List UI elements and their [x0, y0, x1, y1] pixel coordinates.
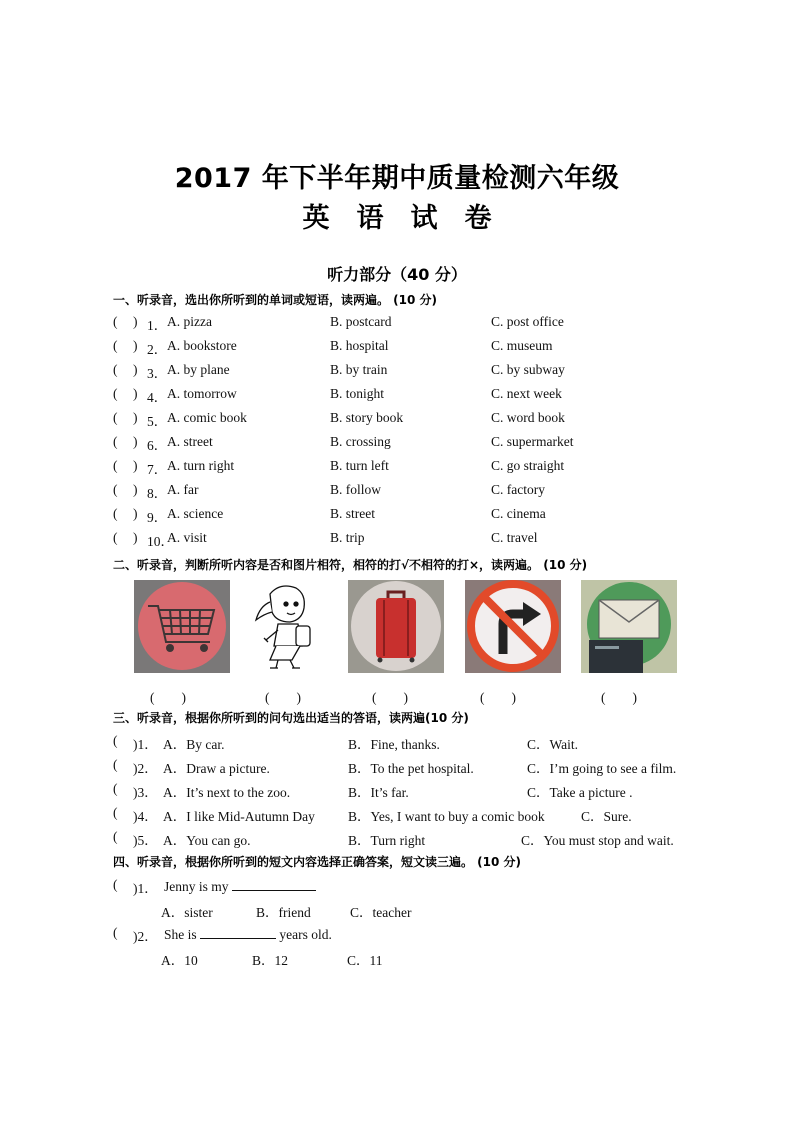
- option-a: A. science: [167, 506, 224, 521]
- option-c: C. travel: [491, 530, 538, 545]
- option-c: C. factory: [491, 482, 545, 497]
- question-number: 6．: [147, 438, 168, 453]
- answer-bracket-close: ): [133, 362, 138, 377]
- option-c: C. post office: [491, 314, 564, 329]
- option-a: A. street: [167, 434, 213, 449]
- question-number: )5．: [133, 833, 158, 848]
- option-b: B. trip: [330, 530, 365, 545]
- section4-heading: 四、听录音，根据你所听到的短文内容选择正确答案，短文读三遍。 (10 分): [113, 855, 522, 869]
- options-row: [0, 949, 794, 969]
- options-row: [0, 901, 794, 921]
- fill-in-blank[interactable]: [200, 925, 276, 939]
- option-c: C．11: [347, 953, 383, 968]
- option-c: C. by subway: [491, 362, 565, 377]
- question-number: )1．: [133, 737, 158, 752]
- option-a: A．By car.: [163, 737, 225, 752]
- option-a: A. far: [167, 482, 199, 497]
- question-row: [0, 781, 794, 801]
- option-a: A. visit: [167, 530, 207, 545]
- question-row: [0, 805, 794, 825]
- answer-bracket-open[interactable]: (: [113, 386, 118, 401]
- option-c: C．teacher: [350, 905, 412, 920]
- option-b: B. tonight: [330, 386, 385, 401]
- question-number: 10．: [147, 534, 174, 549]
- answer-bracket-open[interactable]: (: [113, 434, 118, 449]
- option-b: B．friend: [256, 905, 311, 920]
- option-b: B．To the pet hospital.: [348, 761, 474, 776]
- option-b: B．Yes, I want to buy a comic book: [348, 809, 545, 824]
- stem-text-before: Jenny is my: [164, 879, 229, 894]
- question-row: [0, 530, 794, 550]
- answer-bracket-open[interactable]: (: [113, 530, 118, 545]
- answer-bracket-close: ): [133, 434, 138, 449]
- picture-answer-bracket[interactable]: ( ): [601, 690, 637, 705]
- option-c: C. next week: [491, 386, 562, 401]
- section3-heading: 三、听录音，根据你所听到的问句选出适当的答语，读两遍(10 分): [113, 711, 469, 725]
- suitcase-icon: [348, 580, 444, 673]
- part-title: 听力部分（40 分）: [327, 265, 467, 284]
- question-row: [0, 338, 794, 358]
- option-c: C. cinema: [491, 506, 546, 521]
- section1-heading: 一、听录音，选出你所听到的单词或短语，读两遍。 (10 分): [113, 293, 438, 307]
- fill-in-blank[interactable]: [232, 877, 316, 891]
- question-number: )3．: [133, 785, 158, 800]
- option-a: A. pizza: [167, 314, 212, 329]
- question-number: )2．: [133, 929, 158, 944]
- answer-bracket-open[interactable]: (: [113, 733, 118, 748]
- question-stem: [164, 925, 332, 943]
- option-a: A. tomorrow: [167, 386, 237, 401]
- answer-bracket-open[interactable]: (: [113, 506, 118, 521]
- option-c: C．You must stop and wait.: [521, 833, 674, 848]
- question-row: [0, 506, 794, 526]
- question-row: [0, 482, 794, 502]
- stem-text-after: years old.: [276, 927, 332, 942]
- question-number: 7．: [147, 462, 168, 477]
- question-row: [0, 410, 794, 430]
- option-c: C．I’m going to see a film.: [527, 761, 677, 776]
- question-row: [0, 362, 794, 382]
- option-a: A．sister: [161, 905, 213, 920]
- question-number: 9．: [147, 510, 168, 525]
- option-b: B. postcard: [330, 314, 392, 329]
- question-number: 2．: [147, 342, 168, 357]
- option-c: C．Sure.: [581, 809, 632, 824]
- answer-bracket-close: ): [133, 530, 138, 545]
- option-a: A．Draw a picture.: [163, 761, 270, 776]
- picture-answer-bracket[interactable]: ( ): [480, 690, 516, 705]
- answer-bracket-open[interactable]: (: [113, 757, 118, 772]
- question-number: )1．: [133, 881, 158, 896]
- answer-bracket-close: ): [133, 338, 138, 353]
- answer-bracket-open[interactable]: (: [113, 458, 118, 473]
- question-number: )4．: [133, 809, 158, 824]
- shopping-cart-icon: [134, 580, 230, 673]
- option-a: A．10: [161, 953, 198, 968]
- section2-heading: 二、听录音，判断所听内容是否和图片相符，相符的打√不相符的打×，读两遍。 (10 分): [113, 558, 588, 572]
- answer-bracket-open[interactable]: (: [113, 805, 118, 820]
- option-a: A．It’s next to the zoo.: [163, 785, 291, 800]
- option-a: A. by plane: [167, 362, 230, 377]
- question-row: [0, 733, 794, 753]
- question-row: [0, 314, 794, 334]
- option-b: B. hospital: [330, 338, 389, 353]
- stem-text-before: She is: [164, 927, 197, 942]
- option-a: A. bookstore: [167, 338, 237, 353]
- answer-bracket-open[interactable]: (: [113, 338, 118, 353]
- option-c: C．Take a picture .: [527, 785, 633, 800]
- question-row: [0, 757, 794, 777]
- answer-bracket-open[interactable]: (: [113, 829, 118, 844]
- answer-bracket-open[interactable]: (: [113, 925, 118, 940]
- option-a: A．I like Mid-Autumn Day: [163, 809, 315, 824]
- question-row: [0, 829, 794, 849]
- answer-bracket-close: ): [133, 410, 138, 425]
- option-b: B. story book: [330, 410, 404, 425]
- question-number: 3．: [147, 366, 168, 381]
- option-a: A. turn right: [167, 458, 235, 473]
- question-row: [0, 458, 794, 478]
- question-number: 4．: [147, 390, 168, 405]
- option-c: C. go straight: [491, 458, 565, 473]
- option-c: C. museum: [491, 338, 553, 353]
- option-a: A．You can go.: [163, 833, 251, 848]
- question-number: 8．: [147, 486, 168, 501]
- option-b: B．Fine, thanks.: [348, 737, 440, 752]
- no-right-turn-sign-icon: [465, 580, 561, 673]
- question-stem: [164, 877, 316, 895]
- option-b: B．Turn right: [348, 833, 426, 848]
- question-number: 5．: [147, 414, 168, 429]
- answer-bracket-open[interactable]: (: [113, 877, 118, 892]
- option-a: A. comic book: [167, 410, 247, 425]
- answer-bracket-close: ): [133, 314, 138, 329]
- question-row: [0, 434, 794, 454]
- question-number: 1．: [147, 318, 168, 333]
- answer-bracket-open[interactable]: (: [113, 314, 118, 329]
- option-b: B. turn left: [330, 458, 389, 473]
- question-row: [0, 925, 794, 945]
- option-c: C．Wait.: [527, 737, 579, 752]
- post-office-envelope-sign-icon: [581, 580, 677, 673]
- option-c: C. word book: [491, 410, 565, 425]
- answer-bracket-open[interactable]: (: [113, 482, 118, 497]
- picture-answer-bracket[interactable]: ( ): [372, 690, 408, 705]
- option-b: B. crossing: [330, 434, 391, 449]
- answer-bracket-open[interactable]: (: [113, 362, 118, 377]
- option-c: C. supermarket: [491, 434, 574, 449]
- exam-title: 2017 年下半年期中质量检测六年级: [174, 163, 620, 194]
- answer-bracket-close: ): [133, 458, 138, 473]
- option-b: B. follow: [330, 482, 382, 497]
- picture-answer-bracket[interactable]: ( ): [265, 690, 301, 705]
- picture-answer-bracket[interactable]: ( ): [150, 690, 186, 705]
- subject-title: 英 语 试 卷: [302, 203, 492, 234]
- option-b: B. street: [330, 506, 375, 521]
- question-row: [0, 386, 794, 406]
- answer-bracket-close: ): [133, 506, 138, 521]
- question-row: [0, 877, 794, 897]
- option-b: B．12: [252, 953, 289, 968]
- option-b: B．It’s far.: [348, 785, 409, 800]
- answer-bracket-open[interactable]: (: [113, 410, 118, 425]
- option-b: B. by train: [330, 362, 388, 377]
- answer-bracket-close: ): [133, 386, 138, 401]
- answer-bracket-close: ): [133, 482, 138, 497]
- question-number: )2．: [133, 761, 158, 776]
- answer-bracket-open[interactable]: (: [113, 781, 118, 796]
- schoolgirl-backpack-icon: [246, 580, 320, 673]
